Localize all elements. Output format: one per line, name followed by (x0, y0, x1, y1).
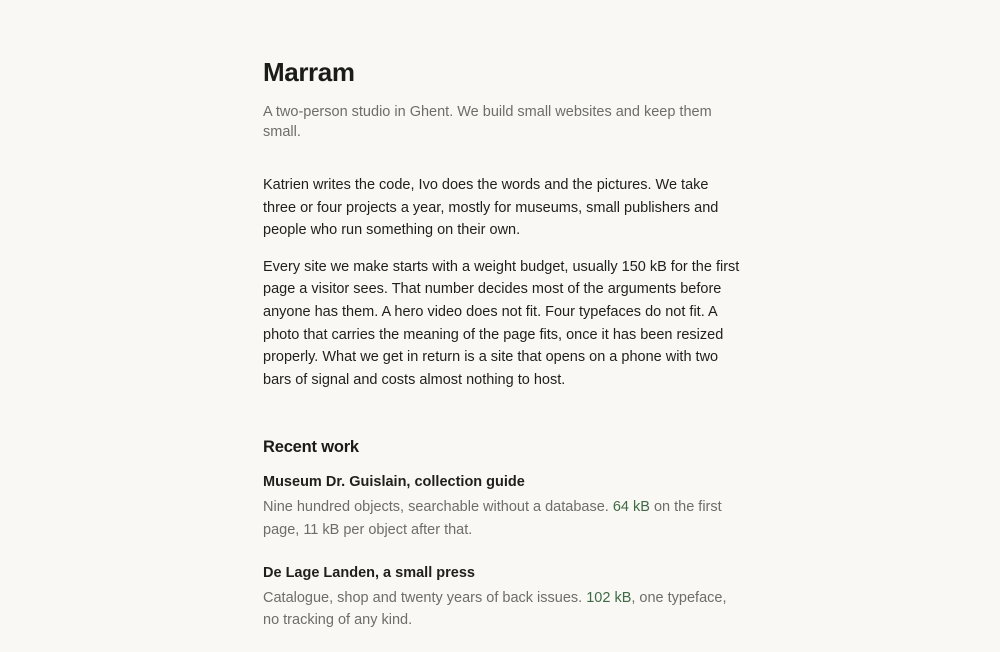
site-title: Marram (263, 57, 355, 87)
page-weight-figure: 64 kB (612, 499, 650, 516)
work-title: Museum Dr. Guislain, collection guide (263, 474, 525, 491)
work-description (263, 496, 741, 541)
recent-work-section (263, 435, 741, 631)
work-item (263, 562, 741, 632)
section-heading-recent-work: Recent work (263, 438, 359, 457)
site-header (263, 56, 741, 142)
work-description-text: , one typeface, no tracking of any kind. (263, 589, 727, 629)
work-list (263, 471, 741, 631)
intro-paragraph: Katrien writes the code, Ivo does the words and the pictures. We take three or four projects a year, mostly for museums, small publishers and people who run something on their own. (263, 177, 719, 239)
page-weight-figure: 102 kB (586, 589, 632, 606)
work-description-text: on the first page, 11 kB per object after that. (263, 499, 722, 538)
main-content (263, 56, 741, 652)
intro-section (263, 174, 741, 391)
work-title: De Lage Landen, a small press (263, 564, 475, 581)
work-item (263, 471, 741, 541)
work-description-text: Catalogue, shop and twenty years of back issues. (263, 589, 587, 606)
work-description-text: Nine hundred objects, searchable without a database. (263, 499, 613, 516)
intro-paragraph: Every site we make starts with a weight budget, usually 150 kB for the first page a visitor sees. That number decides most of the arguments before anyone has them. A hero video does not fit. Four typefaces do not fit. A photo that carries the meaning of the page fits, once it has been resized properly. What we get in return is a site that opens on a phone with two bars of signal and costs almost nothing to host. (263, 258, 740, 388)
site-tagline: A two-person studio in Ghent. We build small websites and keep them small. (263, 104, 712, 140)
